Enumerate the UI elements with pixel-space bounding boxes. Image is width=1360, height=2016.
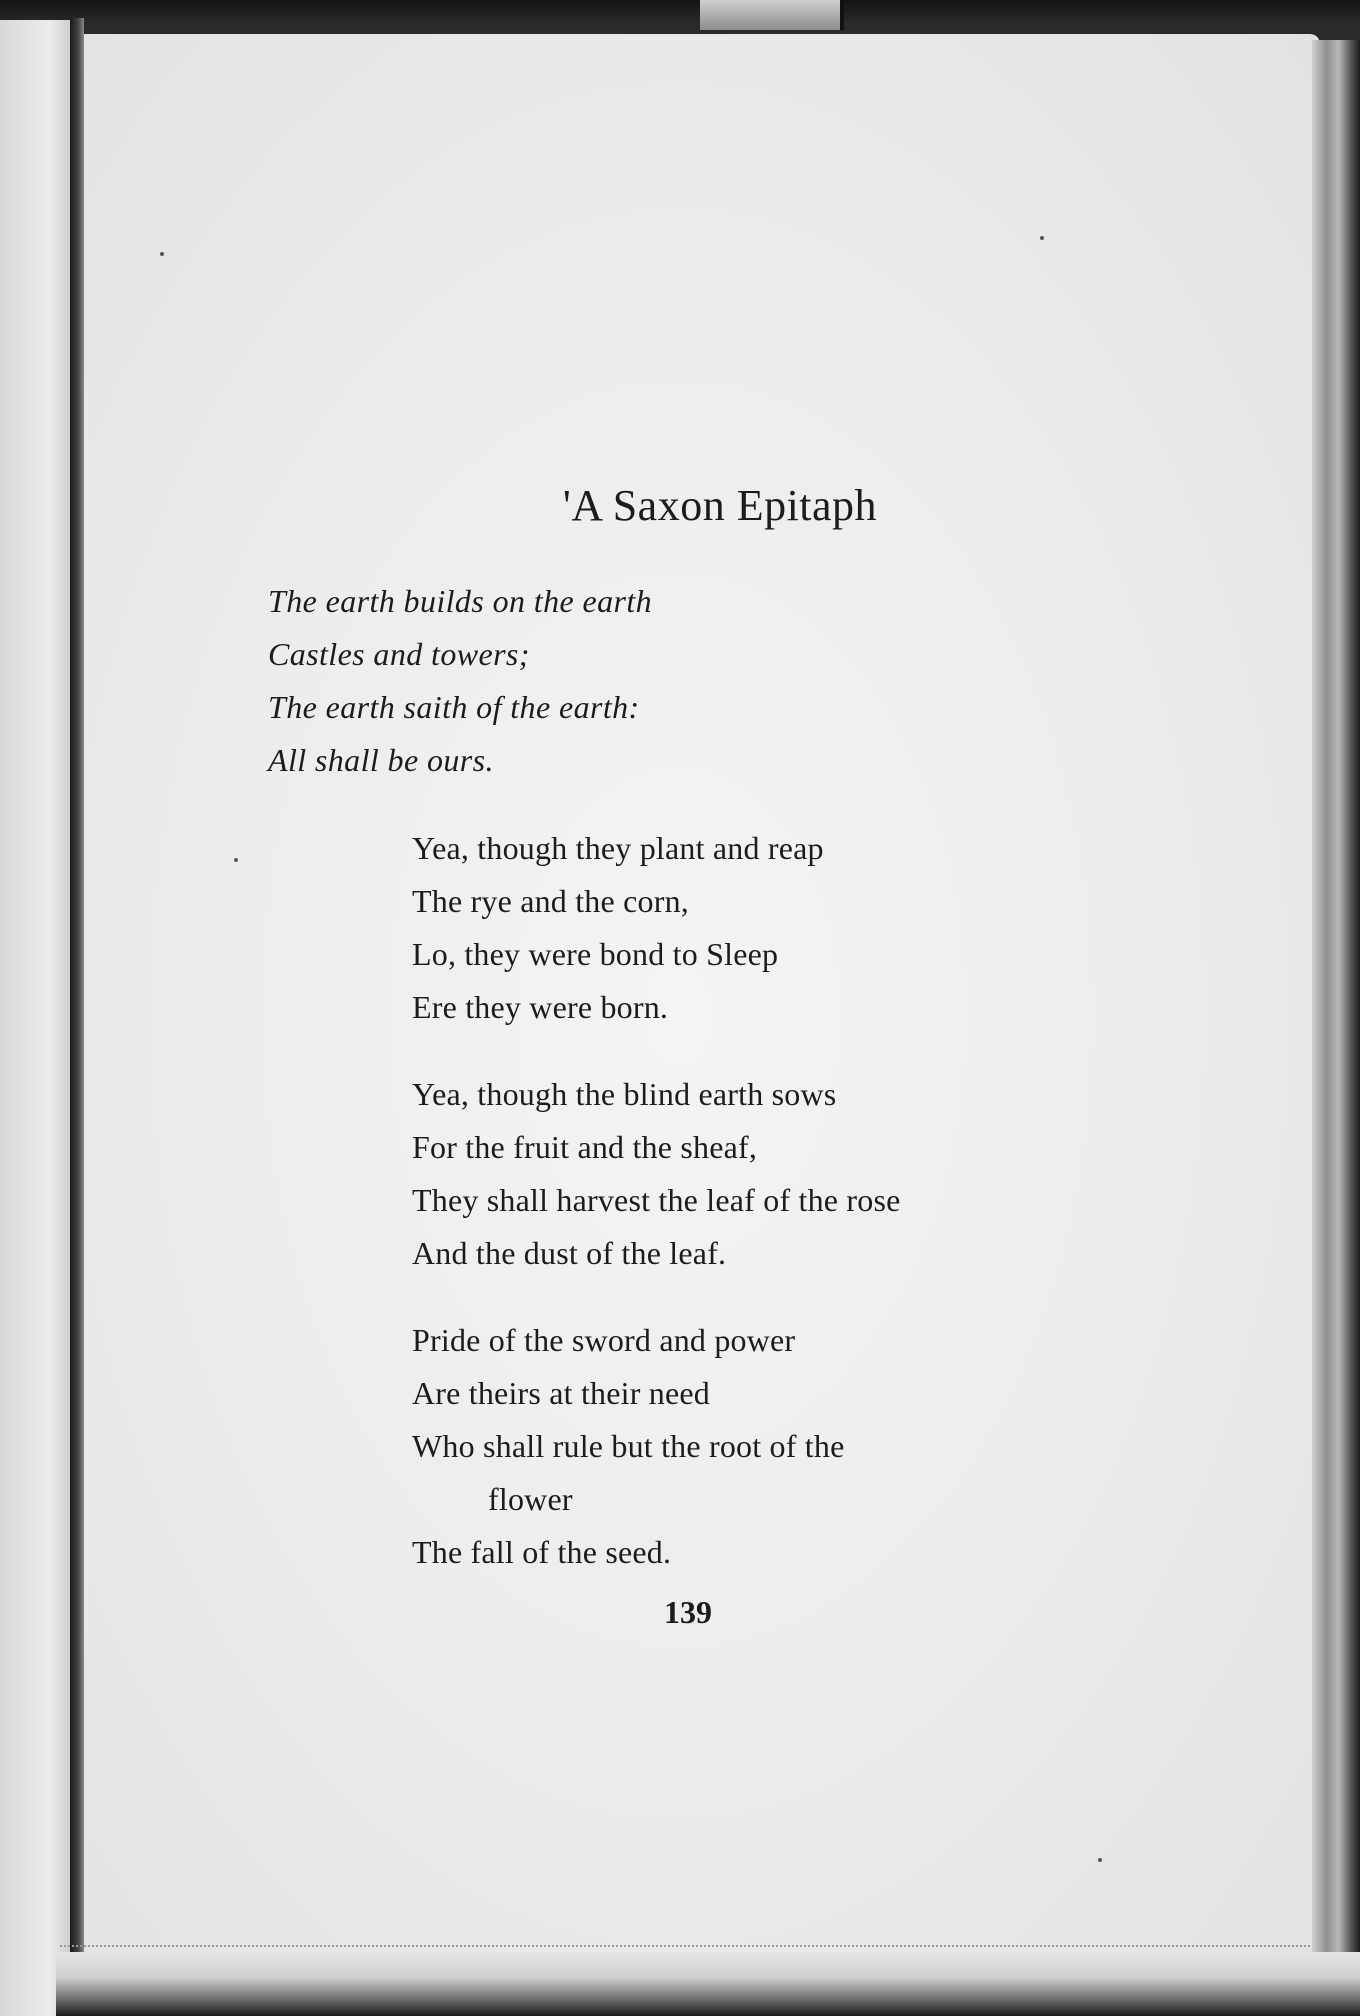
book-gutter	[70, 18, 84, 2016]
top-edge-shadow	[0, 0, 1360, 26]
torn-bottom-edge	[60, 1945, 1310, 1957]
bottom-page-edge	[56, 1952, 1360, 2016]
poem-line: The fall of the seed.	[412, 1534, 672, 1570]
right-page-edges	[1312, 40, 1360, 2016]
poem-title	[0, 480, 1360, 531]
paper-speck	[160, 252, 164, 256]
stanza-1	[268, 575, 652, 787]
left-page-edge	[0, 20, 70, 2016]
poem-line: Pride of the sword and power	[412, 1322, 796, 1358]
poem-line: Ere they were born.	[412, 989, 669, 1025]
poem-line: They shall harvest the leaf of the rose	[412, 1182, 901, 1218]
poem-title-text: 'A Saxon Epitaph	[562, 481, 878, 530]
poem-line: For the fruit and the sheaf,	[412, 1129, 758, 1165]
poem-line: Yea, though the blind earth sows	[412, 1076, 837, 1112]
page-number: 139	[664, 1594, 712, 1630]
paper-speck	[1040, 236, 1044, 240]
stanza-3	[412, 1068, 901, 1280]
poem-line: Castles and towers;	[268, 636, 530, 672]
poem-line: The earth saith of the earth:	[268, 689, 640, 725]
poem-line: The earth builds on the earth	[268, 583, 653, 619]
stanza-2	[412, 822, 824, 1034]
paper-scrap	[700, 0, 844, 30]
poem-line: And the dust of the leaf.	[412, 1235, 727, 1271]
paper-speck	[1098, 1858, 1102, 1862]
poem-line: Lo, they were bond to Sleep	[412, 936, 779, 972]
poem-line: The rye and the corn,	[412, 883, 689, 919]
poem-line: Are theirs at their need	[412, 1375, 711, 1411]
poem-line-continuation: flower	[488, 1481, 573, 1517]
paper-speck	[234, 858, 238, 862]
poem-line: Yea, though they plant and reap	[412, 830, 824, 866]
poem-line: Who shall rule but the root of the	[412, 1428, 845, 1464]
stanza-4	[412, 1314, 844, 1579]
poem-line: All shall be ours.	[268, 742, 494, 778]
